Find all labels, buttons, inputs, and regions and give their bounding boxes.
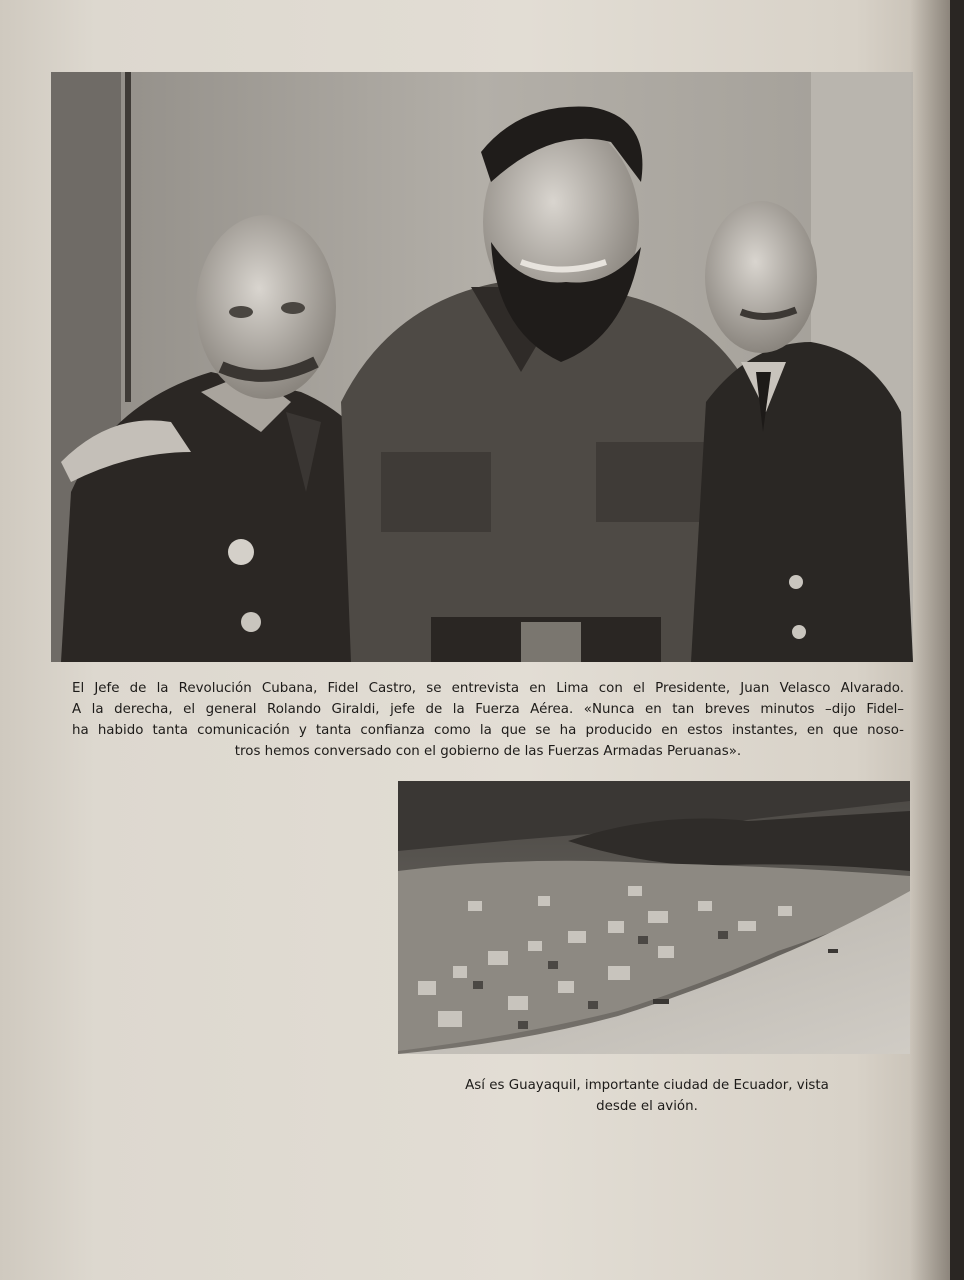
- aerial-city-photo: [398, 781, 910, 1054]
- page-edge-shadow: [910, 0, 950, 1280]
- portrait-caption-line: tros hemos conversado con el gobierno de las Fuerzas Armadas Peruanas».: [234, 744, 742, 759]
- aerial-city-illustration: [398, 781, 910, 1054]
- portrait-photo-illustration: [51, 72, 913, 662]
- portrait-caption-line: El Jefe de la Revolución Cubana, Fidel Castro, se entrevista en Lima con el Presidente, Juan Velasco Alvarado.: [72, 681, 904, 696]
- portrait-photo: [51, 72, 913, 662]
- portrait-caption-line: ha habido tanta comunicación y tanta confianza como la que se ha producido en estos instantes, en que noso-: [72, 723, 904, 738]
- aerial-caption-line: desde el avión.: [596, 1099, 698, 1114]
- aerial-caption-line: Así es Guayaquil, importante ciudad de Ecuador, vista: [465, 1078, 829, 1093]
- portrait-caption: [72, 678, 904, 762]
- portrait-caption-line: A la derecha, el general Rolando Giraldi, jefe de la Fuerza Aérea. «Nunca en tan breves minutos –dijo Fidel–: [72, 702, 904, 717]
- aerial-photo-caption: [440, 1075, 854, 1117]
